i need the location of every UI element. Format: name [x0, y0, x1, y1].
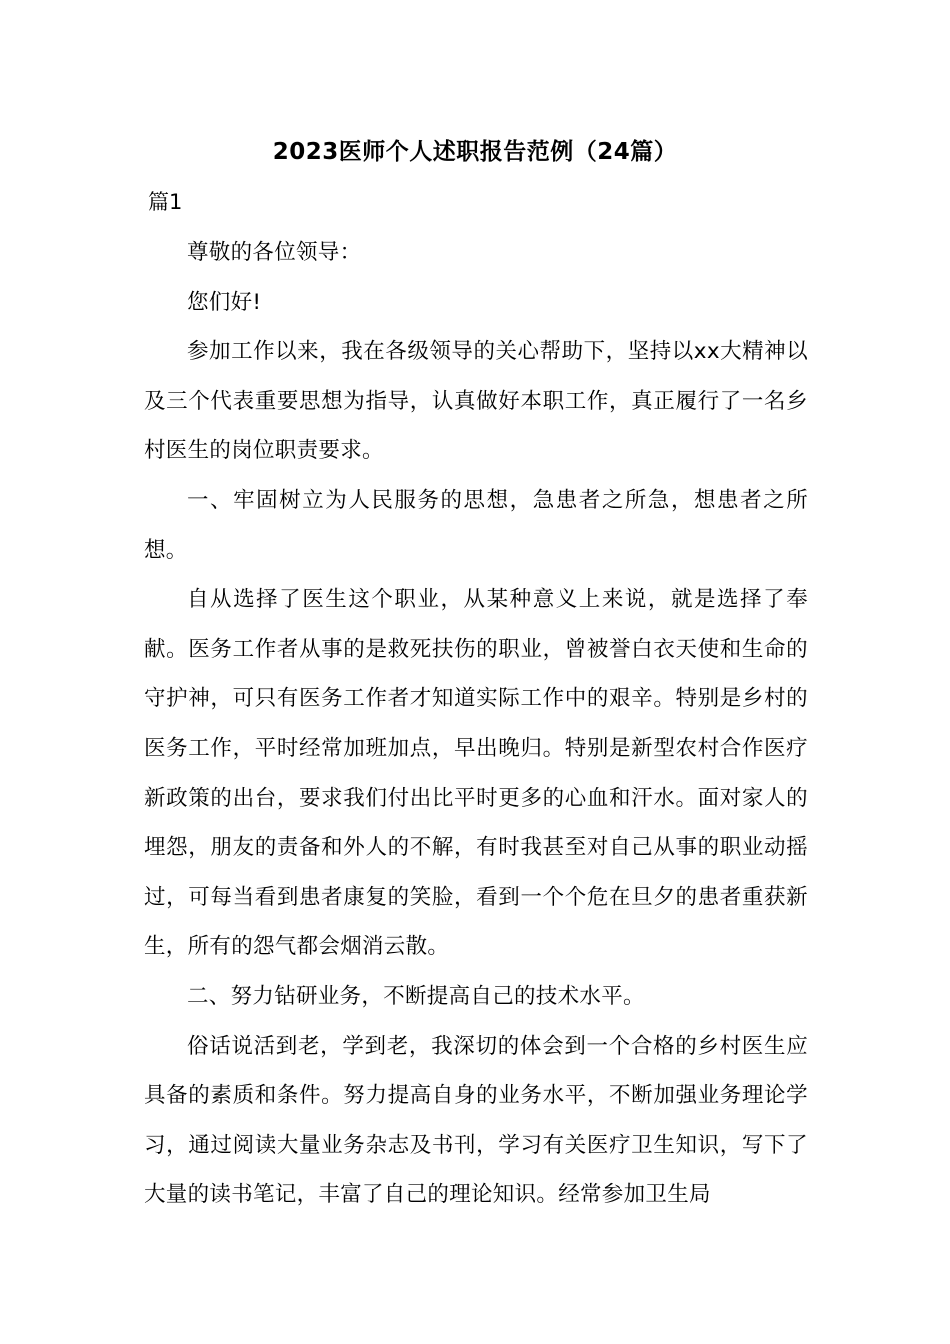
document-body [144, 228, 808, 1220]
paragraph-intro: 参加工作以来，我在各级领导的关心帮助下，坚持以xx大精神以及三个代表重要思想为指导，认真做好本职工作，真正履行了一名乡村医生的岗位职责要求。 [144, 339, 808, 464]
document-title: 2023医师个人述职报告范例（24篇） [272, 139, 678, 165]
salutation: 尊敬的各位领导： [187, 240, 362, 265]
section-label: 篇1 [148, 190, 183, 214]
heading-one: 一、牢固树立为人民服务的思想，急患者之所急，想患者之所想。 [144, 487, 808, 563]
paragraph-dedication: 自从选择了医生这个职业，从某种意义上来说，就是选择了奉献。医务工作者从事的是救死扶伤的职业，曾被誉白衣天使和生命的守护神，可只有医务工作者才知道实际工作中的艰辛。特别是乡村的医务工作，平时经常加班加点，早出晚归。特别是新型农村合作医疗新政策的出台，要求我们付出比平时更多的心血和汗水。面对家人的埋怨，朋友的责备和外人的不解，有时我甚至对自己从事的职业动摇过，可每当看到患者康复的笑脸，看到一个个危在旦夕的患者重获新生，所有的怨气都会烟消云散。 [144, 587, 808, 960]
heading-two: 二、努力钻研业务，不断提高自己的技术水平。 [187, 983, 645, 1009]
greeting: 您们好! [187, 289, 262, 315]
paragraph-study: 俗话说活到老，学到老，我深切的体会到一个合格的乡村医生应具备的素质和条件。努力提高自身的业务水平，不断加强业务理论学习，通过阅读大量业务杂志及书刊，学习有关医疗卫生知识，写下了大量的读书笔记，丰富了自己的理论知识。经常参加卫生局 [144, 1033, 808, 1208]
